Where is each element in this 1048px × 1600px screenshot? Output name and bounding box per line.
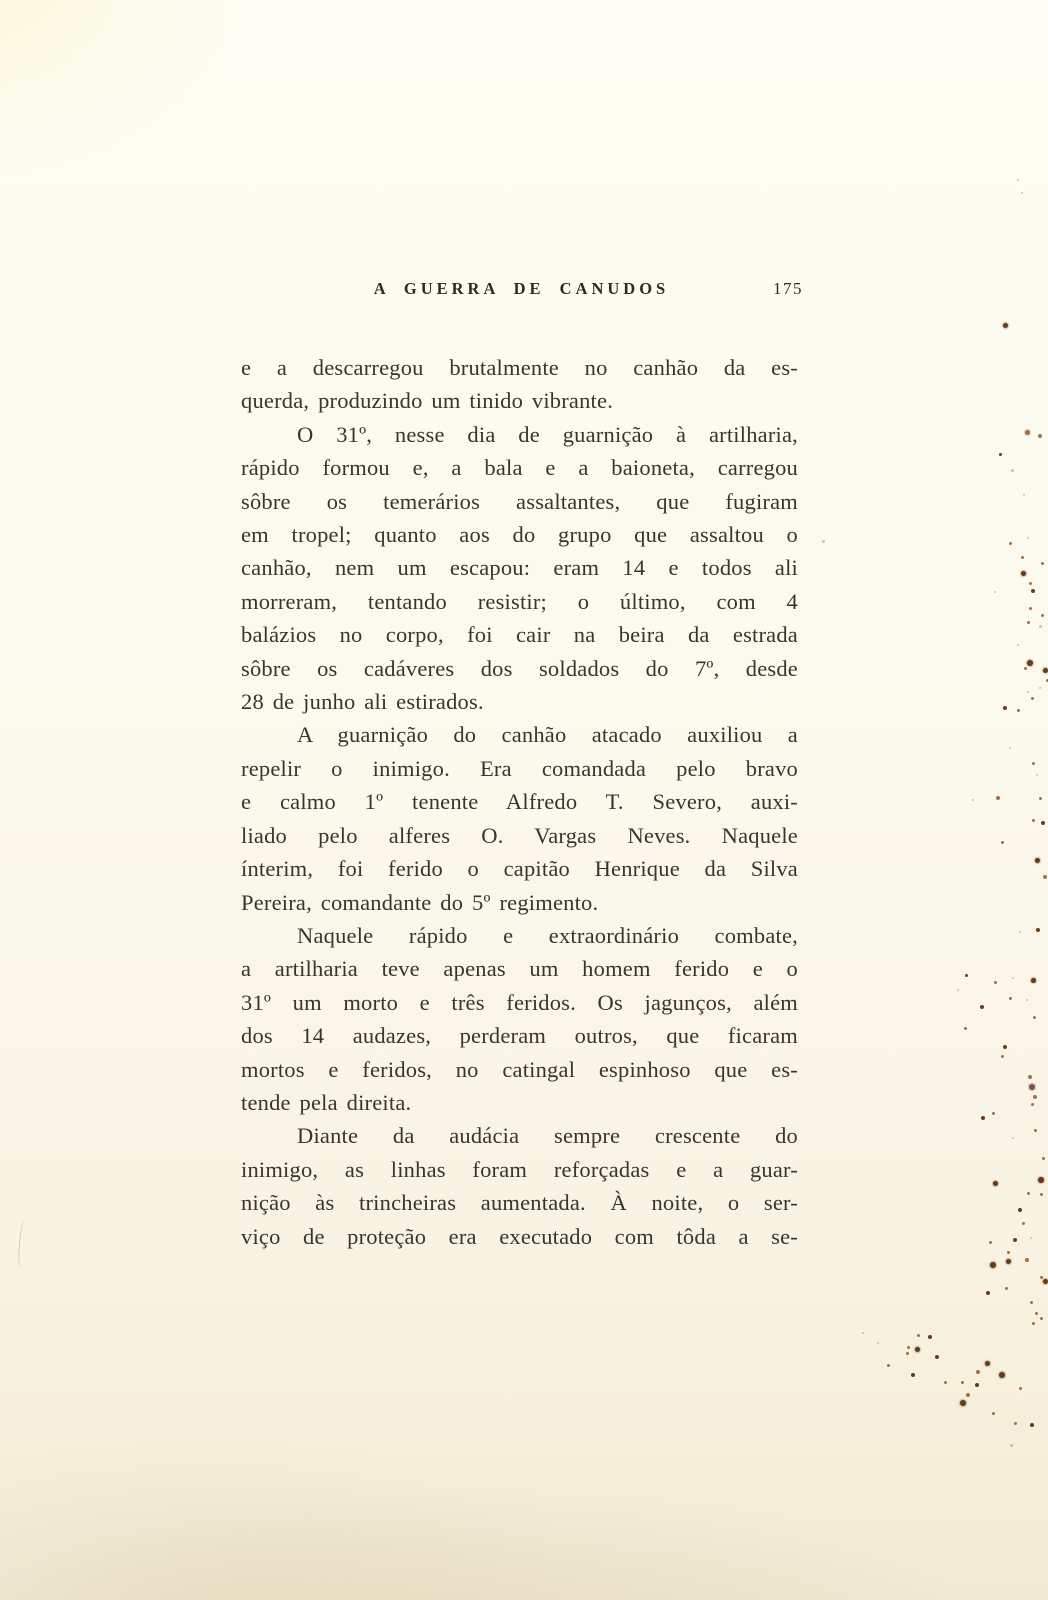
foxing-spot [1027,1192,1030,1195]
foxing-spot [1030,1237,1032,1239]
foxing-spot [917,1334,920,1337]
foxing-spot [989,1241,992,1244]
text-line: nição às trincheiras aumentada. À noite, o ser- [241,1190,798,1216]
foxing-spot [961,1381,964,1384]
foxing-spot [1010,1444,1013,1447]
foxing-spot [887,1364,890,1367]
foxing-spot [1005,1287,1008,1290]
foxing-spot [999,1372,1005,1378]
foxing-spot [1043,1279,1048,1284]
foxing-spot [1009,542,1012,545]
foxing-spot [862,1332,864,1334]
foxing-spot [1031,978,1036,983]
foxing-spot [992,1112,995,1115]
foxing-spot [957,989,959,991]
foxing-spot [1003,706,1007,710]
foxing-spot [1027,660,1033,666]
foxing-spot [1033,1095,1037,1099]
foxing-spot [1029,607,1032,610]
foxing-spot [906,1352,909,1355]
foxing-spot [1013,1238,1017,1242]
text-line: inimigo, as linhas foram reforçadas e a guar- [241,1156,798,1182]
foxing-spot [1003,1045,1007,1049]
foxing-spot [1043,668,1048,673]
foxing-spot [1029,582,1032,585]
foxing-spot [990,1262,996,1268]
foxing-spot [980,1005,984,1009]
text-line: O 31º, nesse dia de guarnição à artilharia, [297,421,798,447]
foxing-spot [1021,192,1023,194]
foxing-spot [1025,430,1030,435]
foxing-spot [1035,858,1040,863]
foxing-spot [1028,1075,1032,1079]
text-line: sôbre os temerários assaltantes, que fugiram [241,488,798,514]
foxing-spot [985,1361,990,1366]
foxing-spot [960,1400,966,1406]
text-line: canhão, nem um escapou: eram 14 e todos ali [241,555,798,581]
foxing-spot [1038,1177,1044,1183]
foxing-spot [1029,1084,1035,1090]
foxing-spot [1007,1251,1010,1254]
foxing-spot [994,981,997,984]
foxing-spot [993,1181,998,1186]
foxing-spot [1021,556,1024,559]
text-line: e a descarregou brutalmente no canhão da es- [241,355,798,380]
foxing-spot [1001,1055,1004,1058]
foxing-spot [1017,644,1019,646]
foxing-spot [1033,1016,1036,1019]
text-line: tende pela direita. [241,1089,412,1115]
foxing-spot [975,1383,979,1387]
foxing-spot [1009,997,1012,1000]
foxing-spot [1036,928,1040,932]
foxing-spot [1006,1259,1011,1264]
foxing-spot [976,1370,980,1374]
foxing-spot [1042,1157,1045,1160]
foxing-spot [999,453,1002,456]
foxing-spot [1027,537,1029,539]
foxing-spot [1038,434,1042,438]
foxing-spot [1023,494,1025,496]
page-number: 175 [773,279,803,298]
foxing-spot [1009,747,1011,749]
foxing-spot [972,799,974,801]
foxing-spot [1027,691,1029,693]
text-line: viço de proteção era executado com tôda a se- [241,1223,798,1249]
foxing-spot [1030,1301,1033,1304]
foxing-spot [1026,999,1028,1001]
foxing-spot [1032,762,1035,765]
foxing-spot [966,1393,970,1397]
foxing-spot [907,1346,910,1349]
foxing-spot [1031,1103,1034,1106]
foxing-spot [1040,1193,1043,1196]
text-line: ínterim, foi ferido o capitão Henrique da Silva [241,856,798,882]
foxing-spot [1032,819,1035,822]
foxing-spot [822,540,825,543]
foxing-spot [1039,687,1041,689]
foxing-spot [994,591,996,593]
foxing-spot [1032,1322,1035,1325]
foxing-spot [911,1373,915,1377]
foxing-spot [1021,571,1026,576]
text-line: em tropel; quanto aos do grupo que assaltou o [241,522,798,548]
foxing-spot [1003,323,1008,328]
foxing-spot [1019,931,1021,933]
foxing-spot [996,796,1000,800]
foxing-spot [1041,821,1045,825]
foxing-spot [1001,841,1004,844]
foxing-spot [1014,1422,1017,1425]
text-line: e calmo 1º tenente Alfredo T. Severo, auxi- [241,789,798,815]
paper-crease [17,1219,27,1267]
foxing-spot [944,1381,947,1384]
foxing-spot [1034,1129,1037,1132]
foxing-spot [928,1335,932,1339]
body-text-block [241,351,798,1253]
foxing-spot [1017,179,1019,181]
foxing-spot [1027,621,1030,624]
text-line: a artilharia teve apenas um homem ferido e o [241,956,798,982]
text-line: Pereira, comandante do 5º regimento. [241,889,599,915]
foxing-spot [992,1412,995,1415]
foxing-spot [1031,589,1035,593]
foxing-spot [1012,1137,1014,1139]
text-line: morreram, tentando resistir; o último, com 4 [241,588,798,614]
foxing-spot [1019,1387,1022,1390]
foxing-spot [915,1347,920,1352]
text-line: mortos e feridos, no catingal espinhoso que es- [241,1056,798,1082]
text-line: balázios no corpo, foi cair na beira da estrada [241,622,798,648]
text-line: Naquele rápido e extraordinário combate, [297,922,798,948]
text-line: Diante da audácia sempre crescente do [297,1123,798,1149]
foxing-spot [935,1355,939,1359]
foxing-spot [1025,1258,1029,1262]
foxing-spot [1024,667,1027,670]
foxing-spot [1022,1222,1025,1225]
foxing-spot [1035,1312,1038,1315]
text-line: repelir o inimigo. Era comandada pelo bravo [241,755,798,781]
foxing-spot [877,1342,879,1344]
page-header [240,279,803,303]
foxing-spot [1040,1317,1043,1320]
text-line: rápido formou e, a bala e a baioneta, carregou [241,455,798,481]
foxing-spot [1040,1276,1043,1279]
foxing-spot [1041,614,1044,617]
text-line: 31º um morto e três feridos. Os jagunços, além [241,989,798,1015]
foxing-spot [1011,469,1014,472]
foxing-spot [1030,1423,1034,1427]
foxing-spot [964,1027,967,1030]
foxing-spot [1012,977,1014,979]
text-line: querda, produzindo um tinido vibrante. [241,388,614,414]
foxing-spot [1018,1208,1022,1212]
foxing-spot [981,1116,985,1120]
text-line: sôbre os cadáveres dos soldados do 7º, desde [241,655,798,681]
text-line: liado pelo alferes O. Vargas Neves. Naquele [241,822,798,848]
running-title: A GUERRA DE CANUDOS [373,279,670,298]
foxing-spot [965,974,968,977]
foxing-spot [986,1291,990,1295]
foxing-spot [1036,774,1038,776]
text-line: dos 14 audazes, perderam outros, que ficaram [241,1023,798,1049]
foxing-spot [1041,562,1044,565]
foxing-spot [1017,709,1020,712]
foxing-spot [1043,875,1047,879]
foxing-spot [1031,697,1034,700]
foxing-spot [1039,797,1042,800]
text-line: A guarnição do canhão atacado auxiliou a [297,722,798,748]
foxing-spot [1039,625,1042,628]
text-line: 28 de junho ali estirados. [241,689,484,715]
